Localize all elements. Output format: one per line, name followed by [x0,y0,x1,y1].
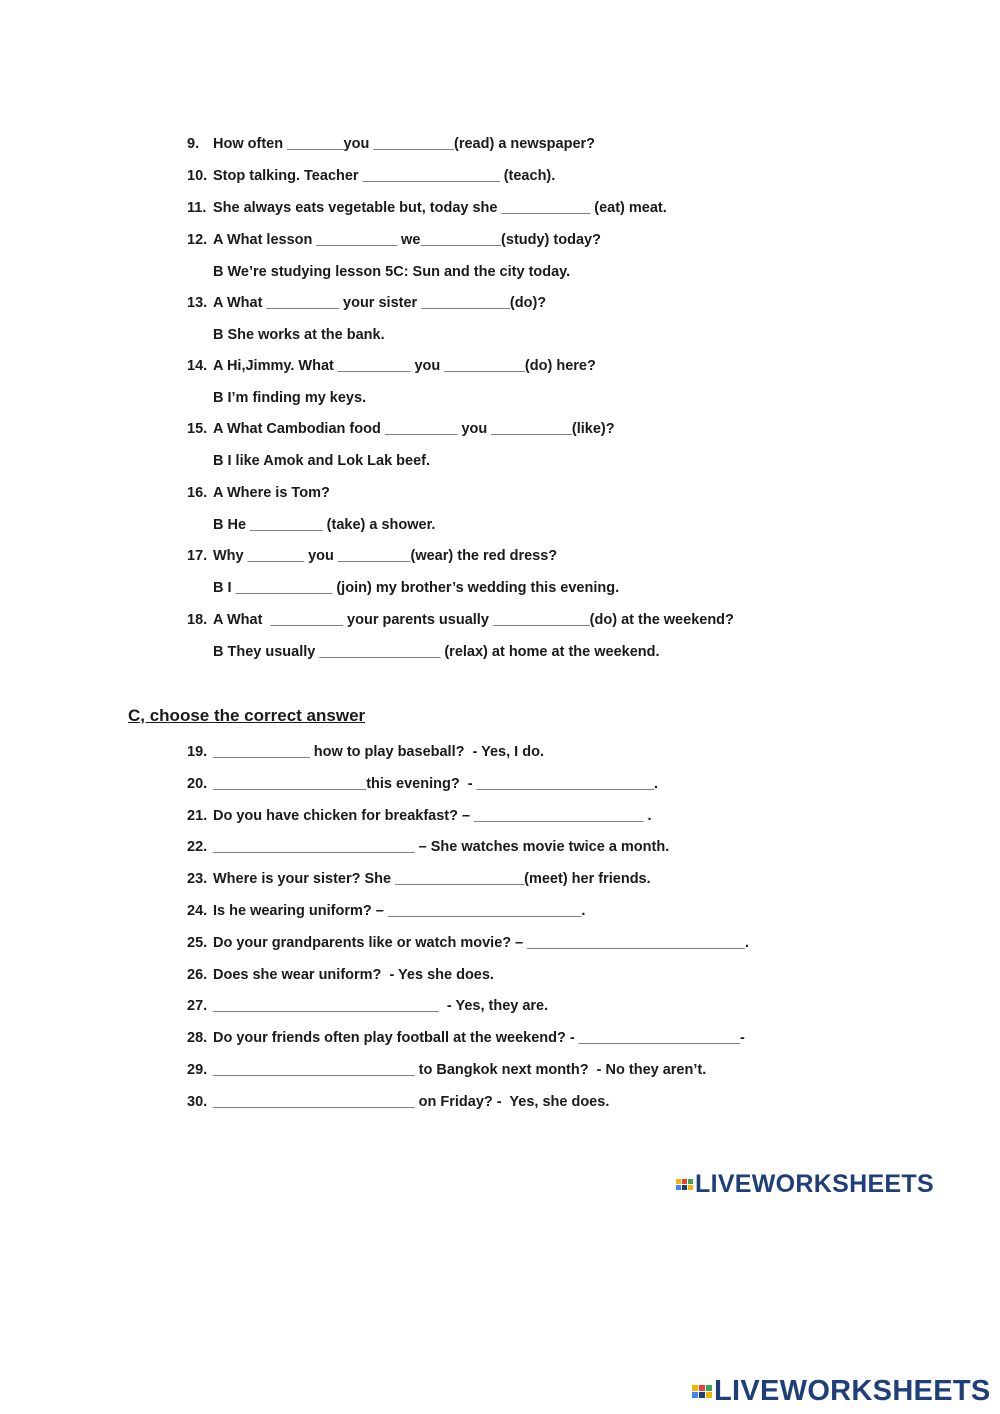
logo-tile [682,1185,687,1190]
logo-tile [688,1185,693,1190]
answer-text: B We’re studying lesson 5C: Sun and the city today. [213,264,571,280]
question-text: Is he wearing uniform? – ________________________. [213,903,586,919]
question-number: 13. [187,295,208,311]
question-number: 15. [187,421,208,437]
question-number: 30. [187,1094,208,1110]
question-text: ____________ how to play baseball? - Yes, I do. [213,744,544,760]
logo-tile [706,1392,712,1398]
question-number: 29. [187,1062,208,1078]
question-number: 12. [187,232,208,248]
question-text: A What lesson __________ we__________(study) today? [213,232,601,248]
logo-tile [706,1385,712,1391]
liveworksheets-logo-inline [676,1170,934,1199]
logo-mark-icon [676,1179,693,1190]
question-text: _________________________ – She watches movie twice a month. [213,839,670,855]
question-text: A Where is Tom? [213,485,330,501]
question-text: ____________________________ - Yes, they are. [213,998,549,1014]
logo-tile [676,1179,681,1184]
question-text: _________________________ on Friday? - Yes, she does. [213,1094,610,1110]
question-text: She always eats vegetable but, today she ___________ (eat) meat. [213,200,667,216]
question-number: 11. [187,200,207,216]
liveworksheets-logo-footer [692,1375,991,1408]
question-number: 17. [187,548,208,564]
question-number: 19. [187,744,208,760]
question-number: 14. [187,358,208,374]
logo-tile [692,1385,698,1391]
answer-text: B He _________ (take) a shower. [213,517,436,533]
question-number: 21. [187,808,208,824]
logo-text: LIVEWORKSHEETS [714,1375,991,1407]
question-number: 28. [187,1030,208,1046]
question-text: Do your friends often play football at the weekend? - ____________________- [213,1030,745,1046]
question-text: How often _______you __________(read) a newspaper? [213,136,596,152]
logo-tile [692,1392,698,1398]
section-c-heading: C, choose the correct answer [128,706,366,725]
answer-text: B They usually _______________ (relax) at home at the weekend. [213,644,660,660]
question-text: ___________________this evening? - ______________________. [213,776,659,792]
logo-tile [688,1179,693,1184]
logo-tile [699,1385,705,1391]
question-text: Does she wear uniform? - Yes she does. [213,967,494,983]
question-number: 9. [187,136,200,152]
question-text: A What _________ your sister ___________(do)? [213,295,547,311]
question-text: Do you have chicken for breakfast? – _____________________ . [213,808,652,824]
logo-text: LIVEWORKSHEETS [695,1170,934,1198]
question-number: 20. [187,776,208,792]
logo-tile [676,1185,681,1190]
question-text: A Hi,Jimmy. What _________ you __________(do) here? [213,358,596,374]
question-number: 22. [187,839,208,855]
question-number: 25. [187,935,208,951]
logo-mark-icon [692,1385,712,1398]
logo-tile [699,1392,705,1398]
question-number: 18. [187,612,208,628]
question-text: A What _________ your parents usually ____________(do) at the weekend? [213,612,734,628]
question-text: A What Cambodian food _________ you __________(like)? [213,421,615,437]
question-text: Stop talking. Teacher _________________ (teach). [213,168,556,184]
answer-text: B I’m finding my keys. [213,390,367,406]
answer-text: B She works at the bank. [213,327,385,343]
question-number: 23. [187,871,208,887]
question-text: Do your grandparents like or watch movie? – ___________________________. [213,935,750,951]
logo-tile [682,1179,687,1184]
question-number: 10. [187,168,208,184]
question-text: _________________________ to Bangkok next month? - No they aren’t. [213,1062,707,1078]
question-number: 24. [187,903,208,919]
answer-text: B I ____________ (join) my brother’s wedding this evening. [213,580,620,596]
question-number: 16. [187,485,208,501]
question-number: 27. [187,998,208,1014]
question-number: 26. [187,967,208,983]
question-text: Where is your sister? She ________________(meet) her friends. [213,871,651,887]
question-text: Why _______ you _________(wear) the red dress? [213,548,558,564]
answer-text: B I like Amok and Lok Lak beef. [213,453,431,469]
